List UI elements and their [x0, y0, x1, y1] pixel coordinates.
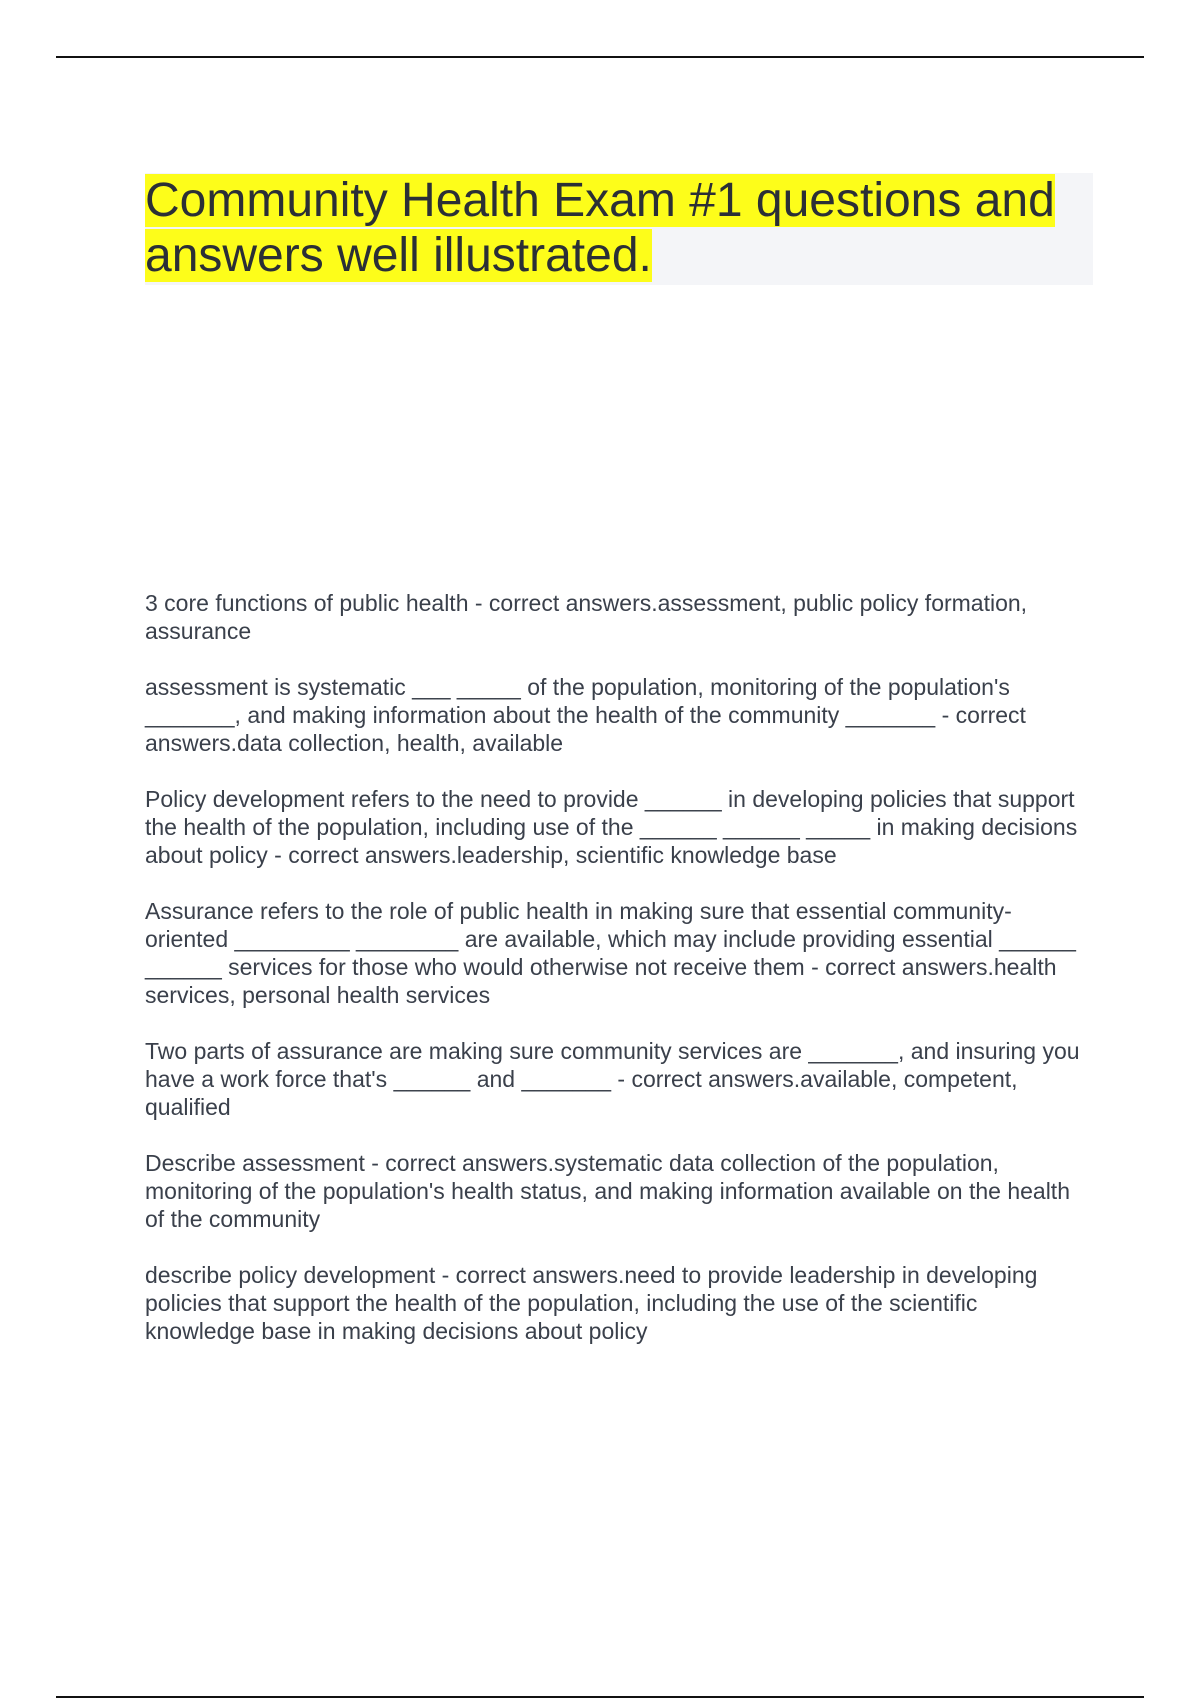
qa-list [145, 589, 1090, 1373]
qa-item: Assurance refers to the role of public health in making sure that essential community-oriented _________ ________ are available, which may include providing essential ______ ______ services for those who would otherwise not receive them - correct answers.health services, personal health services [145, 898, 1076, 1008]
title-highlight: Community Health Exam #1 questions and answers well illustrated. [145, 174, 1055, 282]
bottom-rule [56, 1696, 1144, 1698]
qa-item: Two parts of assurance are making sure community services are _______, and insuring you have a work force that's ______ and _______ - correct answers.available, competent, qualified [145, 1038, 1080, 1120]
document-title [145, 173, 1093, 283]
qa-item: Describe assessment - correct answers.systematic data collection of the population, monitoring of the population's health status, and making information available on the health of the community [145, 1150, 1070, 1232]
qa-item: Policy development refers to the need to provide ______ in developing policies that support the health of the population, including use of the ______ ______ _____ in making decisions about policy - correct answers.leadership, scientific knowledge base [145, 786, 1078, 868]
qa-item: assessment is systematic ___ _____ of the population, monitoring of the population's _______, and making information about the health of the community _______ - correct answers.data collection, health, available [145, 674, 1026, 756]
title-block [145, 173, 1093, 285]
top-rule [56, 56, 1144, 58]
qa-item: 3 core functions of public health - correct answers.assessment, public policy formation, assurance [145, 590, 1028, 644]
qa-item: describe policy development - correct answers.need to provide leadership in developing policies that support the health of the population, including the use of the scientific knowledge base in making decisions about policy [145, 1262, 1038, 1344]
